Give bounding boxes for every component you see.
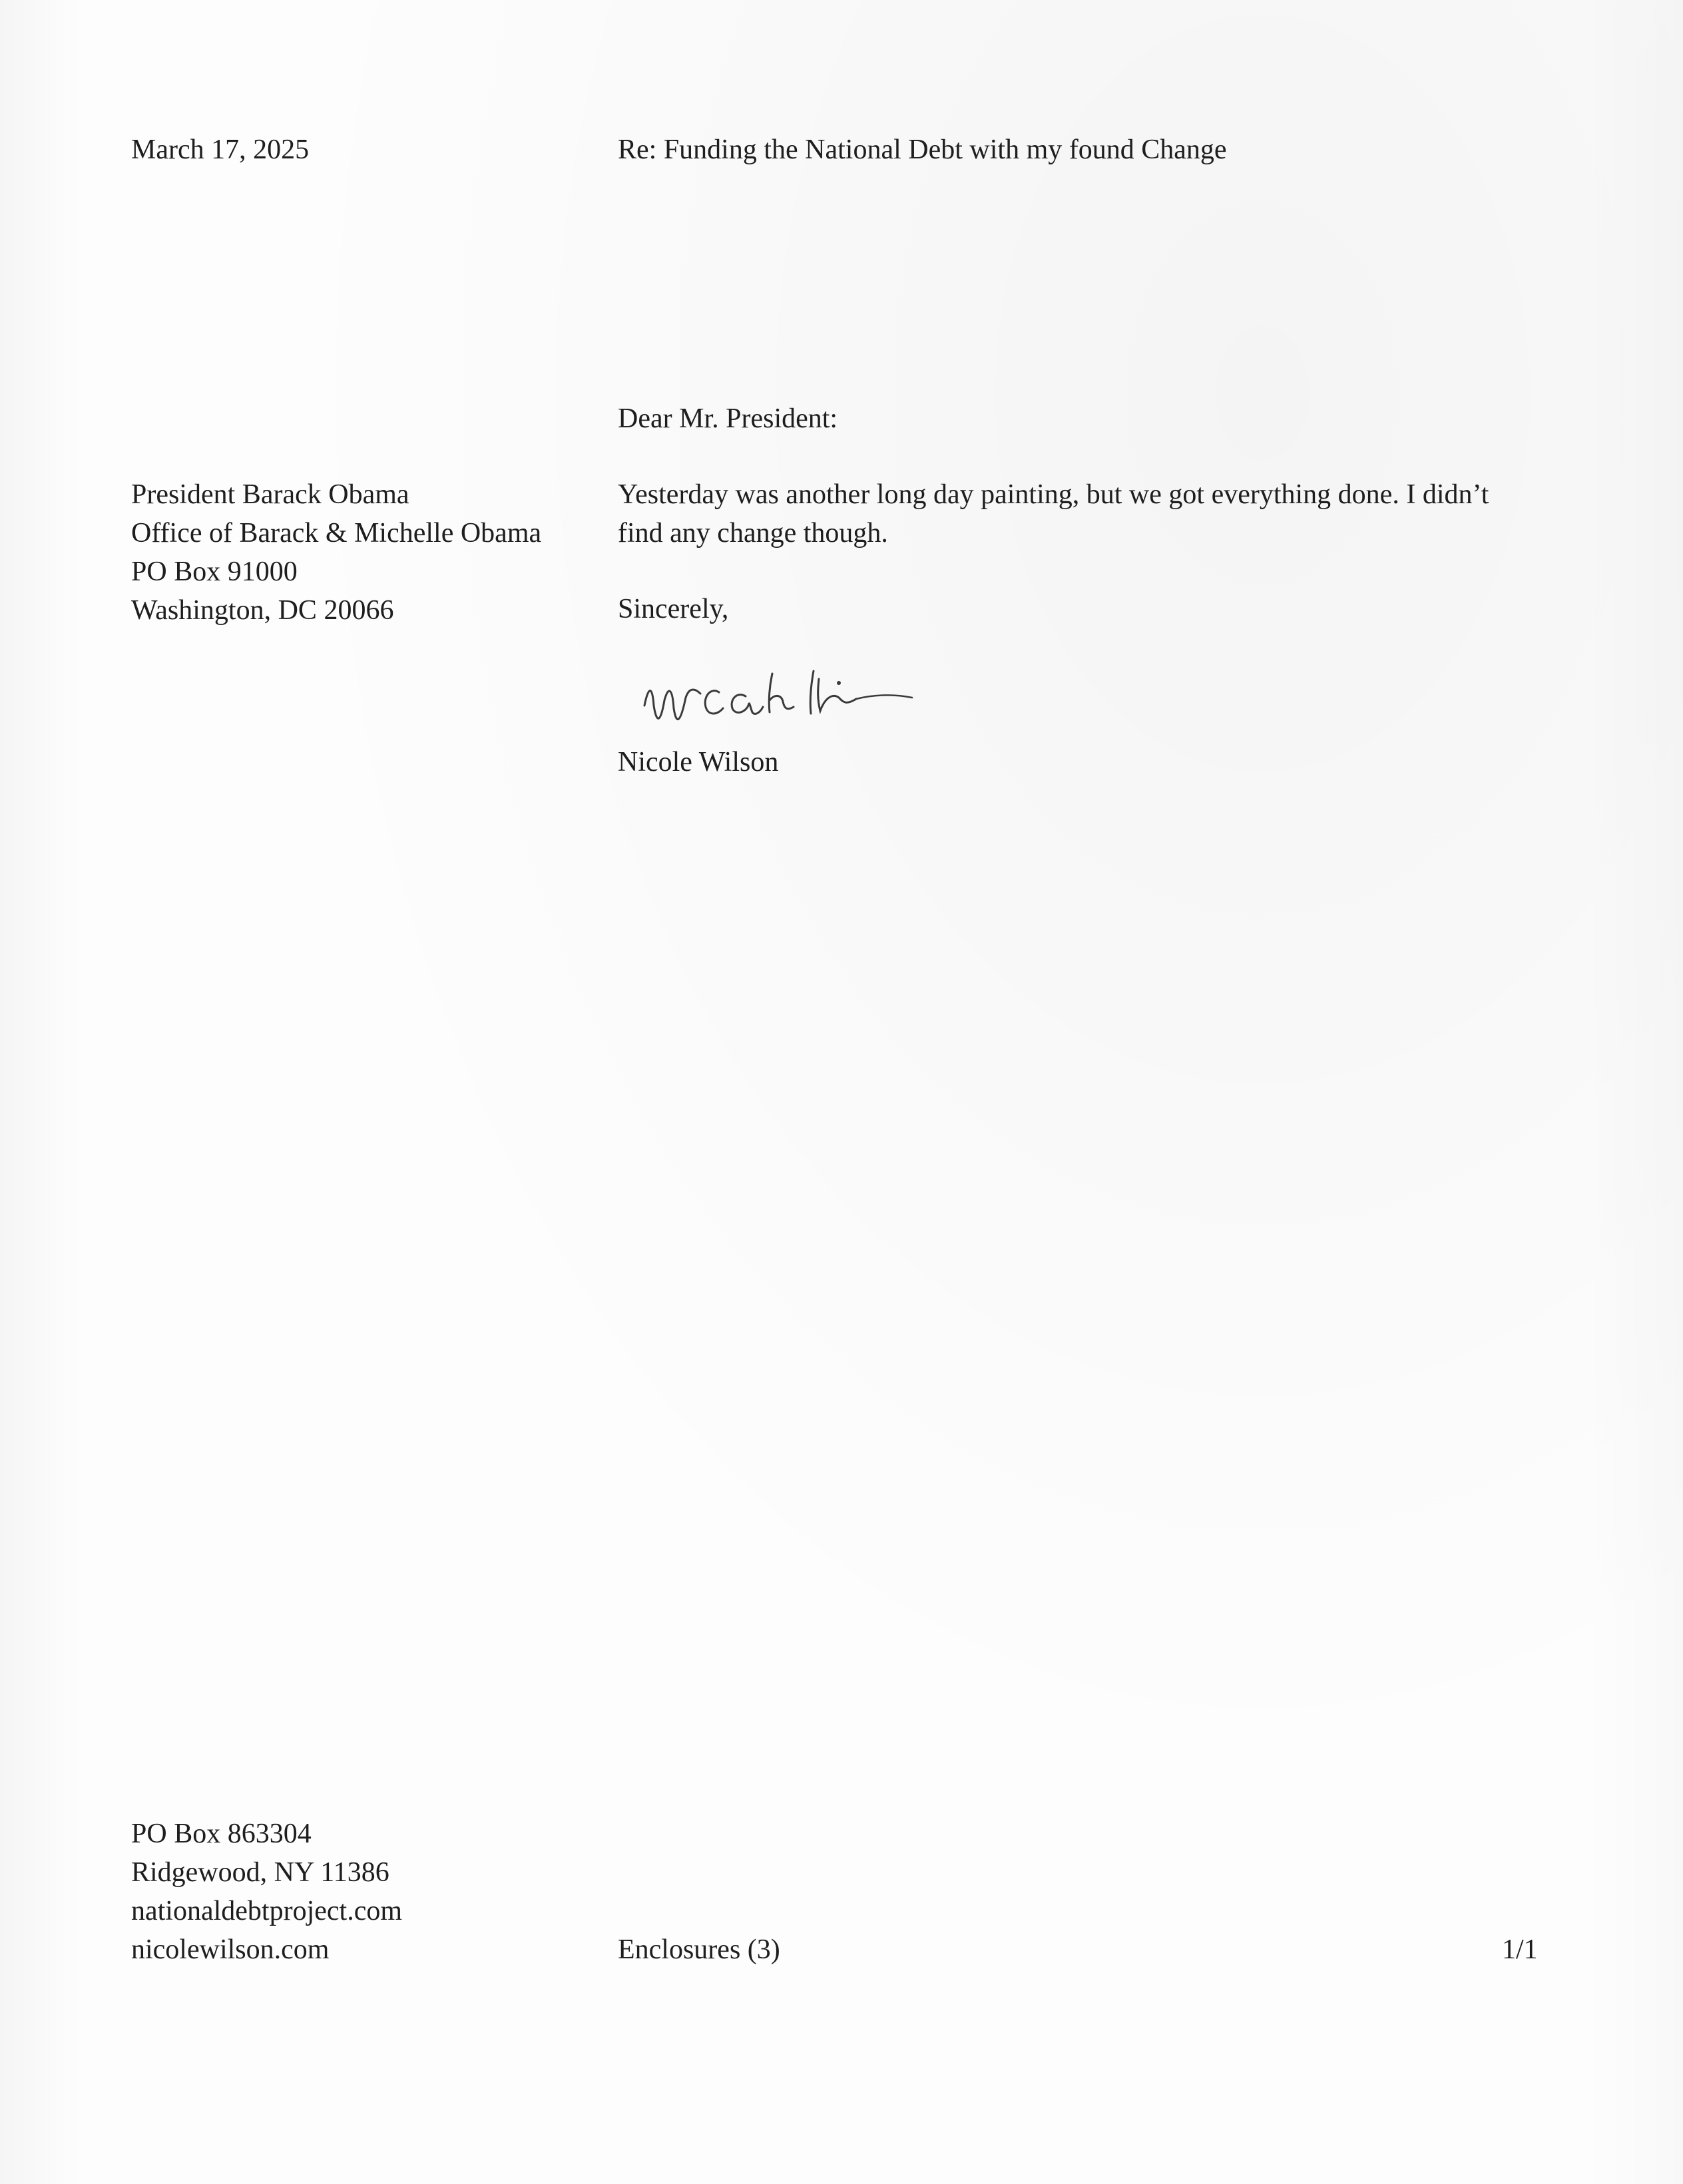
page-number: 1/1 — [1502, 1934, 1538, 1965]
letter-date: March 17, 2025 — [131, 134, 310, 165]
recipient-city-state: Washington, DC 20066 — [131, 595, 394, 626]
enclosures-note: Enclosures (3) — [618, 1934, 780, 1965]
sender-address — [131, 1815, 402, 1969]
closing: Sincerely, — [618, 594, 729, 624]
recipient-office: Office of Barack & Michelle Obama — [131, 518, 542, 548]
salutation: Dear Mr. President: — [618, 403, 838, 434]
letter-body: Yesterday was another long day painting, but we got everything done. I didn’t find any change though. — [618, 479, 1489, 548]
subject-line: Re: Funding the National Debt with my found Change — [618, 134, 1227, 165]
recipient-name: President Barack Obama — [131, 479, 409, 510]
sender-city-state: Ridgewood, NY 11386 — [131, 1857, 389, 1888]
sender-website-project: nationaldebtproject.com — [131, 1896, 403, 1926]
handwritten-signature — [639, 659, 972, 739]
recipient-address — [131, 475, 541, 630]
signer-name: Nicole Wilson — [618, 747, 779, 777]
sender-website-personal: nicolewilson.com — [131, 1934, 330, 1965]
recipient-po-box: PO Box 91000 — [131, 556, 298, 587]
sender-po-box: PO Box 863304 — [131, 1819, 312, 1849]
